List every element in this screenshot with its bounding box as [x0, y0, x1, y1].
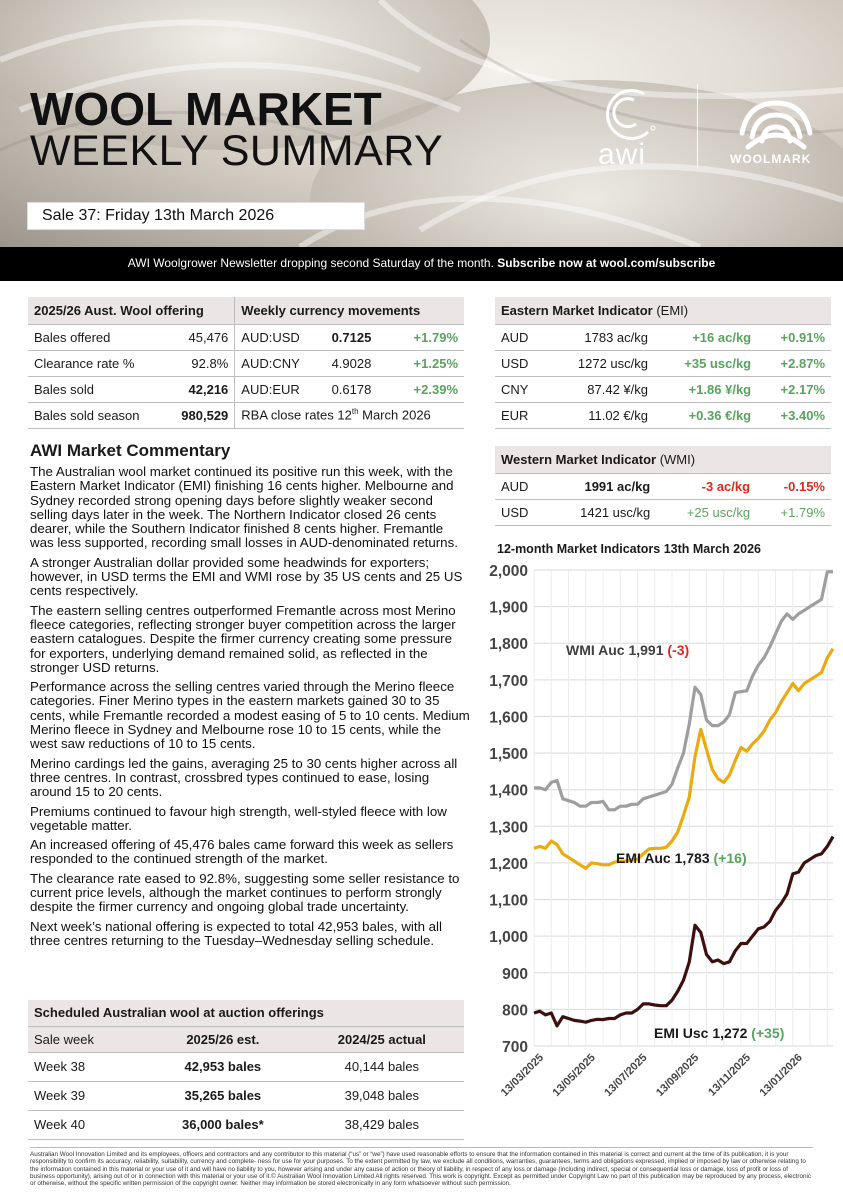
- schedule-col-week: Sale week: [28, 1026, 146, 1052]
- emi-percent: +0.91%: [757, 324, 831, 350]
- offering-label: Bales offered: [28, 324, 165, 350]
- emi-change: +1.86 ¥/kg: [654, 376, 757, 402]
- page-title-line2: WEEKLY SUMMARY: [30, 127, 444, 175]
- wmi-change: -3 ac/kg: [656, 473, 756, 499]
- table-row: [495, 324, 831, 350]
- awi-logo-text: awi: [598, 138, 647, 171]
- rba-note-a: RBA close rates 12: [241, 407, 352, 423]
- commentary-paragraph: The eastern selling centres outperformed Fremantle across most Merino fleece categories, reflecting stronger buyer competition across the larger eastern catalogues. Despite the firmer currency creating some pressure for exporters, underlying demand remained solid, as reflected in the stronger USD returns.: [30, 602, 456, 675]
- y-tick-label: 900: [502, 965, 528, 983]
- wmi-price: 1421 usc/kg: [547, 499, 656, 525]
- table-row: [28, 402, 464, 428]
- emi-currency: EUR: [495, 402, 547, 428]
- series-annotation: EMI Usc 1,272 (+35): [654, 1025, 785, 1041]
- emi-price: 11.02 €/kg: [547, 402, 654, 428]
- currency-pair: AUD:USD: [235, 324, 326, 350]
- series-annotation: EMI Auc 1,783 (+16): [616, 850, 747, 866]
- wmi-price: 1991 ac/kg: [547, 473, 656, 499]
- emi-change: +35 usc/kg: [654, 350, 757, 376]
- commentary-paragraph: Premiums continued to favour high strength, well-styled fleece with low vegetable matter.: [30, 803, 447, 833]
- emi-price: 1783 ac/kg: [547, 324, 654, 350]
- header-hero: [0, 0, 843, 247]
- schedule-col-est: 2025/26 est.: [146, 1026, 300, 1052]
- wmi-currency: AUD: [495, 473, 547, 499]
- table-row: [495, 473, 831, 499]
- y-tick-label: 1,800: [489, 636, 528, 654]
- schedule-actual: 38,429 bales: [300, 1110, 464, 1139]
- table-row: [28, 1081, 464, 1110]
- currency-rate: 0.6178: [326, 376, 392, 402]
- emi-percent: +2.17%: [757, 376, 831, 402]
- chart-title: 12-month Market Indicators 13th March 2026: [497, 542, 761, 556]
- emi-price: 87.42 ¥/kg: [547, 376, 654, 402]
- emi-currency: CNY: [495, 376, 547, 402]
- offering-header: 2025/26 Aust. Wool offering: [28, 297, 235, 324]
- banner-text: AWI Woolgrower Newsletter dropping second Saturday of the month.: [127, 256, 498, 270]
- schedule-actual: 40,144 bales: [300, 1052, 464, 1081]
- schedule-week: Week 40: [28, 1110, 146, 1139]
- rba-note: [235, 402, 464, 428]
- offering-value: 92.8%: [165, 350, 235, 376]
- currency-rate: 4.9028: [326, 350, 392, 376]
- emi-price: 1272 usc/kg: [547, 350, 654, 376]
- table-row: [28, 1110, 464, 1139]
- currency-header: Weekly currency movements: [235, 297, 464, 324]
- currency-pair: AUD:CNY: [235, 350, 326, 376]
- wmi-percent: +1.79%: [756, 499, 831, 525]
- emi-header-abbr: (EMI): [652, 302, 689, 318]
- x-tick-label: 13/03/2025: [498, 1051, 547, 1100]
- emi-percent: +2.87%: [757, 350, 831, 376]
- wmi-change: +25 usc/kg: [656, 499, 756, 525]
- commentary-paragraph: An increased offering of 45,476 bales came forward this week as sellers responded to the continued strength of the market.: [30, 837, 454, 867]
- schedule-table: [28, 1000, 464, 1140]
- emi-header-title: Eastern Market Indicator: [501, 302, 653, 318]
- emi-change: +0.36 €/kg: [654, 402, 757, 428]
- schedule-actual: 39,048 bales: [300, 1081, 464, 1110]
- table-row: [495, 499, 831, 525]
- y-tick-label: 1,400: [489, 782, 528, 800]
- emi-change: +16 ac/kg: [654, 324, 757, 350]
- emi-table: [495, 297, 831, 429]
- offering-label: Bales sold season: [28, 402, 165, 428]
- schedule-est: 42,953 bales: [146, 1052, 300, 1081]
- wmi-header-title: Western Market Indicator: [501, 451, 657, 467]
- woolmark-logo-text: WOOLMARK: [730, 152, 812, 166]
- page-title-line1: WOOL MARKET: [30, 83, 382, 135]
- commentary-paragraph: Performance across the selling centres varied through the Merino fleece categories. Finer Merino types in the eastern markets gained 30 to 35 cents, while Fremantle recorded a modest easing of 5 to 10 cents. Medium Merino fleece in Sydney and Melbourne rose 10 to 15 cents, while the west saw reductions of 10 to 15 cents.: [30, 679, 470, 752]
- offering-label: Clearance rate %: [28, 350, 165, 376]
- rba-note-b: March 2026: [358, 407, 431, 423]
- currency-change: +1.25%: [392, 350, 464, 376]
- logo-divider: [697, 84, 698, 168]
- table-row: [495, 402, 831, 428]
- disclaimer: Australian Wool Innovation Limited and its employees, officers and contractors and any contributor to this material (“us” or “we”) have used reasonable efforts to ensure that the information contained in this material is correct and current at the time of its publication, it is your responsibility to confirm its accuracy, reliability, suitability, currency and complete- ness for use for your purposes. To the extent permitted by law, we exclude all conditions, warranties, guarantees, terms and obligations expressed, implied or imposed by law or otherwise relating to the information contained in this material or your use of it and will have no liability to you, however arising and under any cause of action or theory of liability, in respect of any loss or damage (including indirect, special or consequential loss or damage, loss of profit or loss of business opportunity), arising out of or in connection with this material or your use of it.© Australian Wool Innovation Limited All rights reserved. This work is copyright. Except as permitted under Copyright Law no part of this publication may be reproduced by any process, electronic or otherwise, without the specific written permission of the copyright owner. Neither may information be stored electronically in any form whatsoever without such permission.: [30, 1147, 813, 1187]
- currency-change: +1.79%: [392, 324, 464, 350]
- wmi-currency: USD: [495, 499, 547, 525]
- x-tick-label: 13/05/2025: [550, 1051, 598, 1100]
- x-tick-label: 13/01/2026: [757, 1051, 805, 1100]
- y-tick-label: 1,600: [489, 709, 528, 727]
- y-tick-label: 700: [502, 1039, 528, 1056]
- emi-currency: AUD: [495, 324, 547, 350]
- subscribe-banner[interactable]: [0, 247, 843, 281]
- y-tick-label: 1,900: [489, 599, 528, 617]
- market-commentary: [30, 441, 470, 953]
- market-indicators-chart: [478, 556, 838, 1146]
- offering-value: 980,529: [165, 402, 235, 428]
- subscribe-link[interactable]: Subscribe now at wool.com/subscribe: [497, 256, 716, 270]
- table-row: [28, 350, 464, 376]
- commentary-title: AWI Market Commentary: [30, 441, 231, 460]
- offering-label: Bales sold: [28, 376, 165, 402]
- offering-table: [28, 297, 464, 429]
- currency-change: +2.39%: [392, 376, 464, 402]
- schedule-col-actual: 2024/25 actual: [300, 1026, 464, 1052]
- schedule-week: Week 39: [28, 1081, 146, 1110]
- x-tick-label: 13/11/2025: [706, 1051, 754, 1099]
- table-row: [495, 350, 831, 376]
- y-tick-label: 800: [502, 1002, 528, 1020]
- schedule-title: Scheduled Australian wool at auction offerings: [28, 1000, 464, 1026]
- schedule-week: Week 38: [28, 1052, 146, 1081]
- commentary-paragraph: Next week’s national offering is expected to total 42,953 bales, with all three centres returning to the Tuesday–Wednesday selling schedule.: [30, 918, 442, 948]
- wmi-header-abbr: (WMI): [656, 451, 696, 467]
- table-row: [28, 1052, 464, 1081]
- schedule-est: 35,265 bales: [146, 1081, 300, 1110]
- wmi-header: [495, 446, 831, 473]
- emi-percent: +3.40%: [757, 402, 831, 428]
- table-row: [28, 376, 464, 402]
- emi-header: [495, 297, 831, 324]
- wmi-percent: -0.15%: [756, 473, 831, 499]
- emi-currency: USD: [495, 350, 547, 376]
- wmi-table: [495, 446, 831, 526]
- y-tick-label: 1,200: [489, 855, 528, 873]
- table-row: [495, 376, 831, 402]
- commentary-paragraph: The Australian wool market continued its positive run this week, with the Eastern Market Indicator (EMI) finishing 16 cents higher. Melbourne and Sydney recorded strong opening days before slightly weaker second selling days later in the week. The Northern Indicator closed 26 cents dearer, while the Southern Indicator finished 8 cents higher. Fremantle was less supported, recording small losses in AUD-denominated returns.: [30, 464, 458, 551]
- y-tick-label: 1,500: [489, 746, 528, 764]
- sale-label: Sale 37: Friday 13th March 2026: [42, 207, 275, 224]
- offering-value: 45,476: [165, 324, 235, 350]
- series-line-emi-auc: [534, 649, 833, 869]
- x-tick-label: 13/07/2025: [602, 1051, 650, 1100]
- y-tick-label: 1,100: [489, 892, 528, 910]
- series-annotation: WMI Auc 1,991 (-3): [566, 642, 690, 658]
- commentary-paragraph: The clearance rate eased to 92.8%, suggesting some seller resistance to current price levels, although the market continues to perform strongly despite the firmer currency and ongoing global trade uncertainty.: [30, 870, 460, 915]
- x-tick-label: 13/09/2025: [653, 1051, 702, 1100]
- currency-pair: AUD:EUR: [235, 376, 326, 402]
- sale-label-box: [27, 202, 365, 230]
- y-tick-label: 1,700: [489, 672, 528, 690]
- currency-rate: 0.7125: [326, 324, 392, 350]
- commentary-paragraph: A stronger Australian dollar provided some headwinds for exporters; however, in USD terms the EMI and WMI rose by 35 US cents and 25 US cents respectively.: [30, 554, 463, 599]
- schedule-est: 36,000 bales*: [146, 1110, 300, 1139]
- y-tick-label: 1,000: [489, 929, 528, 947]
- y-tick-label: 2,000: [489, 563, 528, 580]
- rba-note-sup: th: [351, 407, 359, 417]
- table-row: [28, 324, 464, 350]
- commentary-paragraph: Merino cardings led the gains, averaging 25 to 30 cents higher across all three centres. In contrast, crossbred types continued to ease, losing around 15 to 20 cents.: [30, 755, 458, 800]
- y-tick-label: 1,300: [489, 819, 528, 837]
- offering-value: 42,216: [165, 376, 235, 402]
